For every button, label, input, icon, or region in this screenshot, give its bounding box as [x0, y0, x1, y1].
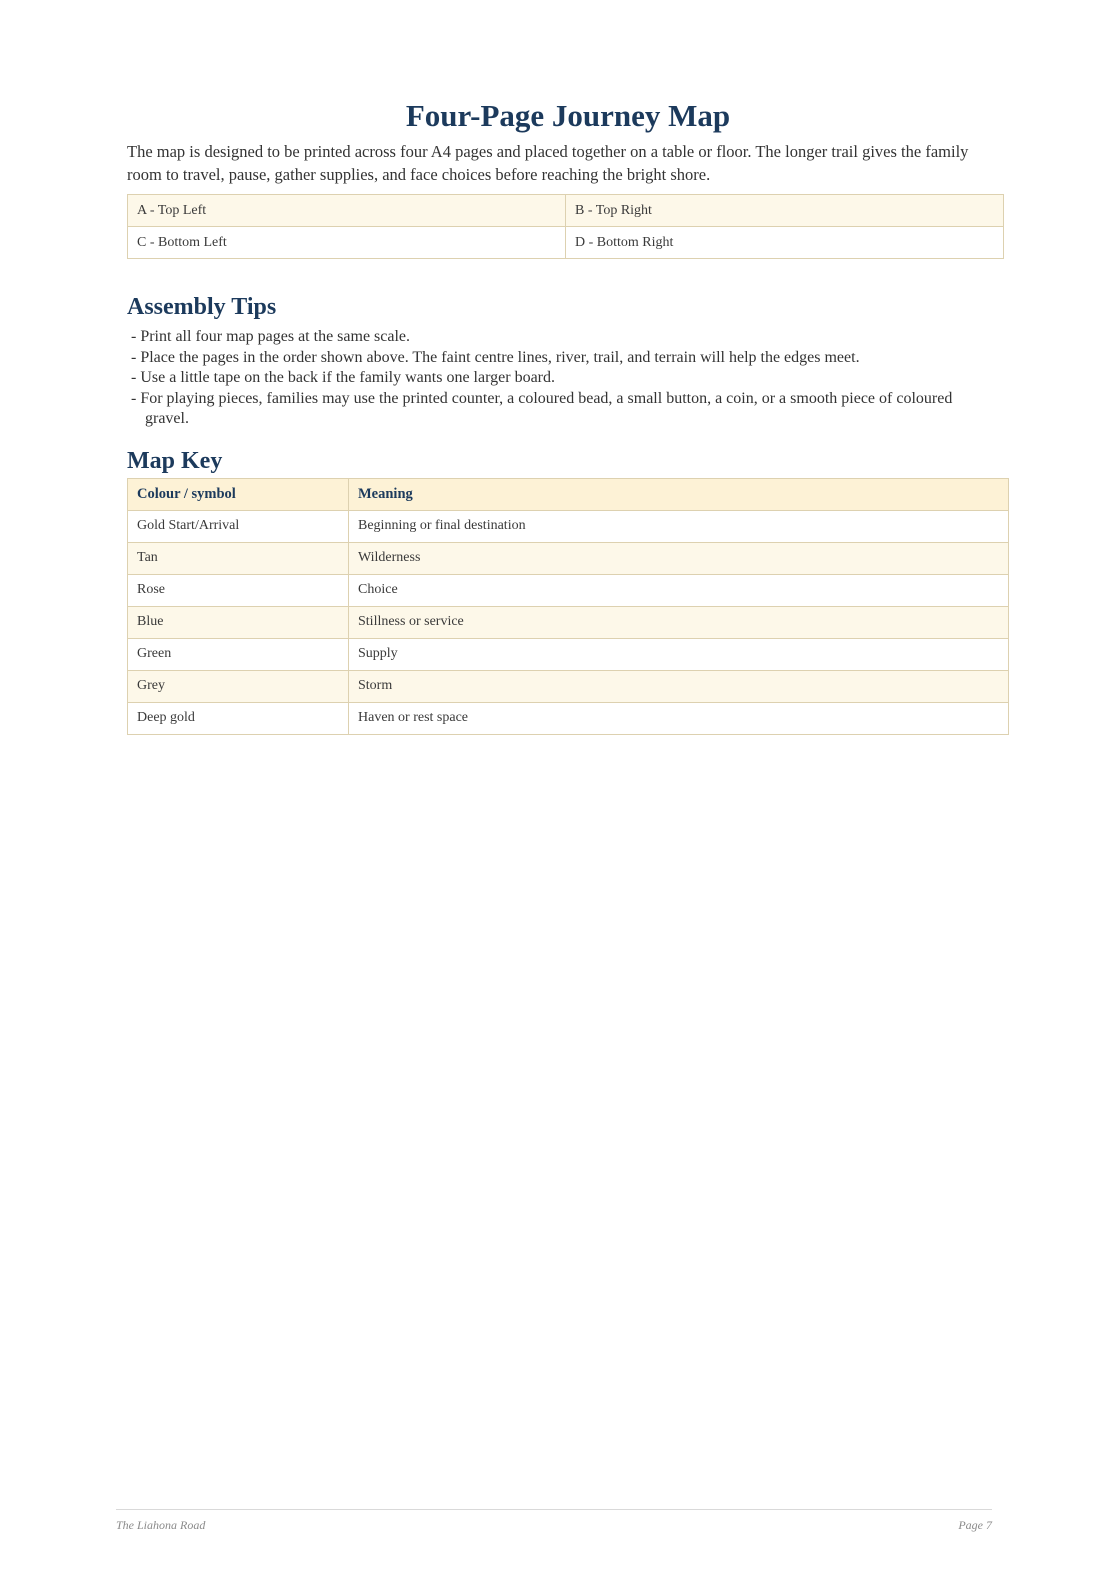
table-cell: A - Top Left	[128, 195, 566, 227]
table-cell: C - Bottom Left	[128, 227, 566, 259]
table-row	[128, 670, 1009, 702]
footer-book-title: The Liahona Road	[116, 1518, 206, 1532]
page-layout-table	[127, 194, 1004, 259]
table-cell: Choice	[349, 574, 1009, 606]
table-cell: Tan	[128, 542, 349, 574]
list-item: - Print all four map pages at the same scale.	[131, 328, 411, 345]
table-row	[128, 195, 1004, 227]
table-cell: Grey	[128, 670, 349, 702]
map-key-heading: Map Key	[127, 447, 223, 474]
column-header-colour: Colour / symbol	[128, 478, 349, 510]
table-cell: Blue	[128, 606, 349, 638]
table-row	[128, 702, 1009, 734]
table-cell: D - Bottom Right	[566, 227, 1004, 259]
table-cell: Gold Start/Arrival	[128, 510, 349, 542]
assembly-tips-list	[127, 327, 1009, 430]
table-row	[128, 542, 1009, 574]
page-title: Four-Page Journey Map	[405, 98, 731, 133]
table-cell: Rose	[128, 574, 349, 606]
table-row	[128, 638, 1009, 670]
table-row	[128, 510, 1009, 542]
table-row	[128, 227, 1004, 259]
footer-page-number: Page 7	[958, 1518, 992, 1532]
table-row	[128, 574, 1009, 606]
document-page	[127, 96, 1009, 735]
table-cell: Green	[128, 638, 349, 670]
footer-divider	[116, 1509, 992, 1510]
table-cell: Deep gold	[128, 702, 349, 734]
list-item: - Use a little tape on the back if the family wants one larger board.	[131, 369, 555, 386]
table-cell: Storm	[349, 670, 1009, 702]
map-key-table	[127, 478, 1009, 735]
table-row	[128, 606, 1009, 638]
list-item: - Place the pages in the order shown above. The faint centre lines, river, trail, and terrain will help the edges meet.	[131, 348, 860, 366]
table-cell: Beginning or final destination	[349, 510, 1009, 542]
table-cell: Wilderness	[349, 542, 1009, 574]
table-cell: B - Top Right	[566, 195, 1004, 227]
column-header-meaning: Meaning	[349, 478, 1009, 510]
list-item: - For playing pieces, families may use the printed counter, a coloured bead, a small button, a coin, or a smooth piece of coloured gravel.	[131, 389, 953, 427]
table-cell: Supply	[349, 638, 1009, 670]
table-header-row	[128, 478, 1009, 510]
table-cell: Haven or rest space	[349, 702, 1009, 734]
table-cell: Stillness or service	[349, 606, 1009, 638]
assembly-tips-heading: Assembly Tips	[127, 294, 277, 320]
intro-paragraph: The map is designed to be printed across four A4 pages and placed together on a table or floor. The longer trail gives the family room to travel, pause, gather supplies, and face choices before reaching the bright shore.	[127, 142, 969, 184]
